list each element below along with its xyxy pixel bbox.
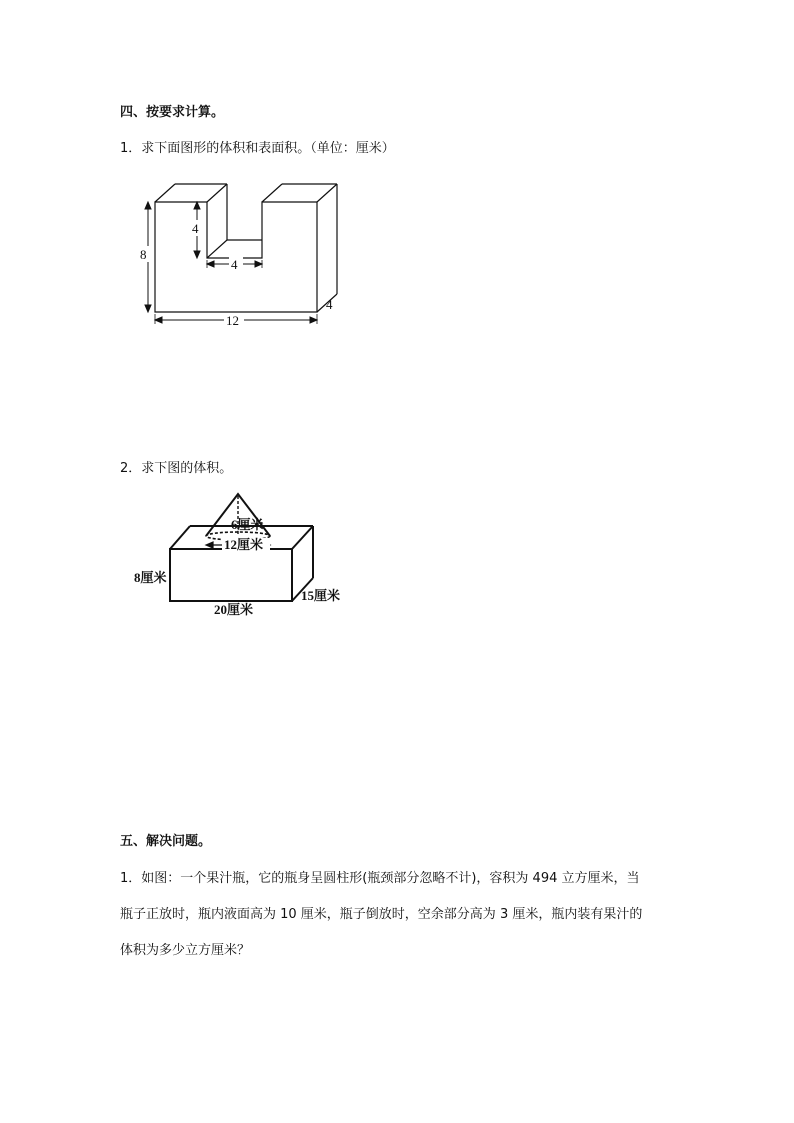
- label-depth: 4: [326, 297, 333, 312]
- label-box-height: 8厘米: [134, 570, 167, 585]
- question-5-1-line2: 瓶子正放时，瓶内液面高为 10 厘米，瓶子倒放时，空余部分高为 3 厘米，瓶内装有果汁的: [120, 907, 643, 922]
- question-5-1-line3: 体积为多少立方厘米？: [120, 943, 251, 958]
- label-notch-width: 4: [231, 257, 238, 272]
- label-height: 8: [140, 247, 147, 262]
- label-cone-diameter: 12厘米: [224, 537, 264, 552]
- label-notch-depth: 4: [192, 221, 199, 236]
- label-cone-height: 6厘米: [231, 517, 264, 532]
- label-box-length: 20厘米: [214, 602, 254, 617]
- box-front: [170, 549, 292, 601]
- question-5-1-line1: 1．如图：一个果汁瓶，它的瓶身呈圆柱形(瓶颈部分忽略不计)，容积为 494 立方厘米，当: [120, 871, 640, 886]
- question-4-1: 1．求下面图形的体积和表面积。（单位：厘米）: [120, 141, 395, 156]
- section5-title: 五、解决问题。: [120, 834, 212, 849]
- label-length: 12: [226, 313, 239, 328]
- question-4-2: 2．求下图的体积。: [120, 461, 233, 476]
- figure-u-prism: [130, 178, 360, 338]
- label-box-width: 15厘米: [301, 588, 341, 603]
- figure-cone-on-box: [130, 490, 350, 620]
- section4-title: 四、按要求计算。: [120, 105, 225, 120]
